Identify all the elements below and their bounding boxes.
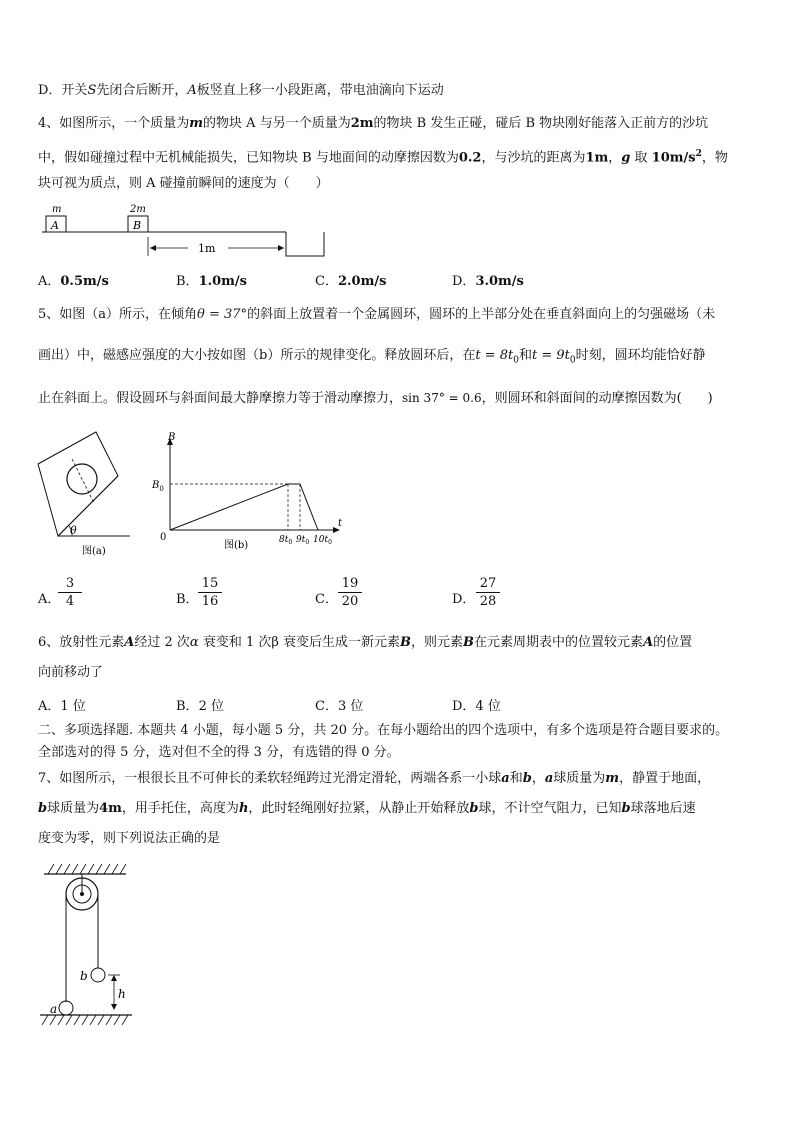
q4-line-3: 块可视为质点，则 A 碰撞前瞬间的速度为（ ） bbox=[38, 176, 329, 191]
q5-option-d-fraction: $\frac{27}{28}$ bbox=[476, 576, 500, 609]
q4-distance-label: 1m bbox=[198, 242, 216, 255]
ceiling-hatch bbox=[48, 864, 126, 874]
fig-b-tick-8t0: $8t_0$ bbox=[279, 535, 293, 546]
q6-option-a[interactable]: A．1 位 bbox=[38, 699, 86, 714]
ball-a-label: a bbox=[50, 1002, 58, 1016]
q7-line-1: 7、如图所示，一根很长且不可伸长的柔软轻绳跨过光滑定滑轮，两端各系一小球a和b，a球质量为m，静置于地面， bbox=[38, 771, 711, 786]
q5-option-a-fraction: $\frac{3}{4}$ bbox=[58, 576, 82, 609]
q4-option-d[interactable]: D．3.0m/s bbox=[452, 274, 524, 289]
ball-b bbox=[91, 968, 105, 982]
ball-b-label: b bbox=[80, 969, 88, 983]
q4-block-b-label: B bbox=[133, 219, 142, 232]
q6-option-d[interactable]: D．4 位 bbox=[452, 699, 501, 714]
q5-figure-b bbox=[150, 430, 350, 558]
q5-option-d[interactable]: D． bbox=[452, 592, 476, 607]
q5-line-3: 止在斜面上。假设圆环与斜面间最大静摩擦力等于滑动摩擦力，sin 37° = 0.6，则圆环和斜面间的动摩擦因数为( ) bbox=[38, 391, 713, 406]
q4-option-b[interactable]: B．1.0m/s bbox=[176, 274, 248, 289]
q6-option-b[interactable]: B．2 位 bbox=[176, 699, 224, 714]
q5-option-b-fraction: $\frac{15}{16}$ bbox=[198, 576, 222, 609]
fig-b-x-label: t bbox=[338, 518, 343, 529]
q5-figure-a bbox=[36, 426, 136, 558]
fig-b-tick-10t0: $10t_0$ bbox=[313, 535, 332, 546]
fig-b-tick-9t0: $9t_0$ bbox=[296, 535, 310, 546]
q4-mass-a-label: m bbox=[52, 204, 62, 215]
q5-option-c[interactable]: C． bbox=[315, 592, 338, 607]
q4-option-a[interactable]: A．0.5m/s bbox=[38, 274, 109, 289]
q4-option-c[interactable]: C．2.0m/s bbox=[315, 274, 387, 289]
height-arrow-head-bottom bbox=[111, 1004, 117, 1010]
incline-block bbox=[38, 432, 118, 536]
section2-scoring: 全部选对的得 5 分，选对但不全的得 3 分，有选错的得 0 分。 bbox=[38, 745, 400, 760]
fig-b-origin: 0 bbox=[160, 532, 167, 543]
q6-option-c[interactable]: C．3 位 bbox=[315, 699, 364, 714]
q4-arrow-head-right bbox=[278, 245, 284, 251]
angle-label: θ bbox=[70, 524, 77, 537]
fig-b-b0-label: $B_0$ bbox=[152, 480, 164, 493]
fig-a-caption: 图(a) bbox=[82, 546, 106, 557]
q7-figure bbox=[36, 860, 146, 1030]
fig-b-caption: 图(b) bbox=[224, 540, 249, 551]
floor-hatch bbox=[42, 1015, 128, 1025]
q4-sand-pit bbox=[286, 232, 324, 256]
q4-arrow-head-left bbox=[150, 245, 156, 251]
q5-option-a[interactable]: A． bbox=[38, 592, 61, 607]
q6-line-2: 向前移动了 bbox=[38, 665, 104, 680]
section2-heading: 二、多项选择题. 本题共 4 小题，每小题 5 分，共 20 分。在每小题给出的四个选项中，有多个选项是符合题目要求的。 bbox=[38, 723, 729, 738]
option-d-line: D．开关S先闭合后断开，A板竖直上移一小段距离，带电油滴向下运动 bbox=[38, 83, 444, 98]
q4-figure bbox=[38, 200, 338, 262]
pulley-axle bbox=[80, 892, 84, 896]
q5-line-1: 5、如图（a）所示，在倾角θ = 37°的斜面上放置着一个金属圆环，圆环的上半部分处在垂直斜面向上的匀强磁场（未 bbox=[38, 307, 716, 322]
q4-block-a-label: A bbox=[51, 219, 59, 232]
fig-b-y-label: B bbox=[168, 432, 176, 443]
q5-option-b[interactable]: B． bbox=[176, 592, 199, 607]
q4-mass-b-label: 2m bbox=[130, 204, 146, 215]
ball-a bbox=[59, 1001, 73, 1015]
height-label: h bbox=[118, 987, 126, 1001]
q5-line-2: 画出）中，磁感应强度的大小按如图（b）所示的规律变化。释放圆环后，在$t = 8t_0$和$t = 9t_0$时刻，圆环均能恰好静 bbox=[38, 348, 706, 366]
q7-line-2: b球质量为4m，用手托住，高度为h，此时轻绳刚好拉紧，从静止开始释放b球，不计空气阻力，已知b球落地后速 bbox=[38, 801, 696, 816]
q7-line-3: 度变为零，则下列说法正确的是 bbox=[38, 831, 221, 846]
height-arrow-head-top bbox=[111, 975, 117, 981]
q5-option-c-fraction: $\frac{19}{20}$ bbox=[338, 576, 362, 609]
q4-line-1: 4、如图所示，一个质量为m的物块 A 与另一个质量为2m的物块 B 发生正碰，碰后 B 物块刚好能落入正前方的沙坑 bbox=[38, 116, 709, 131]
incline-surface bbox=[58, 476, 118, 536]
field-boundary-dashed bbox=[72, 459, 94, 503]
q4-line-2: 中，假如碰撞过程中无机械能损失，已知物块 B 与地面间的动摩擦因数为0.2，与沙坑的距离为1m，g 取 $10m/s^2$，物 bbox=[38, 149, 728, 166]
fig-b-curve bbox=[170, 484, 318, 530]
q6-line-1: 6、放射性元素A经过 2 次α 衰变和 1 次β 衰变后生成一新元素B，则元素B在元素周期表中的位置较元素A的位置 bbox=[38, 635, 693, 650]
